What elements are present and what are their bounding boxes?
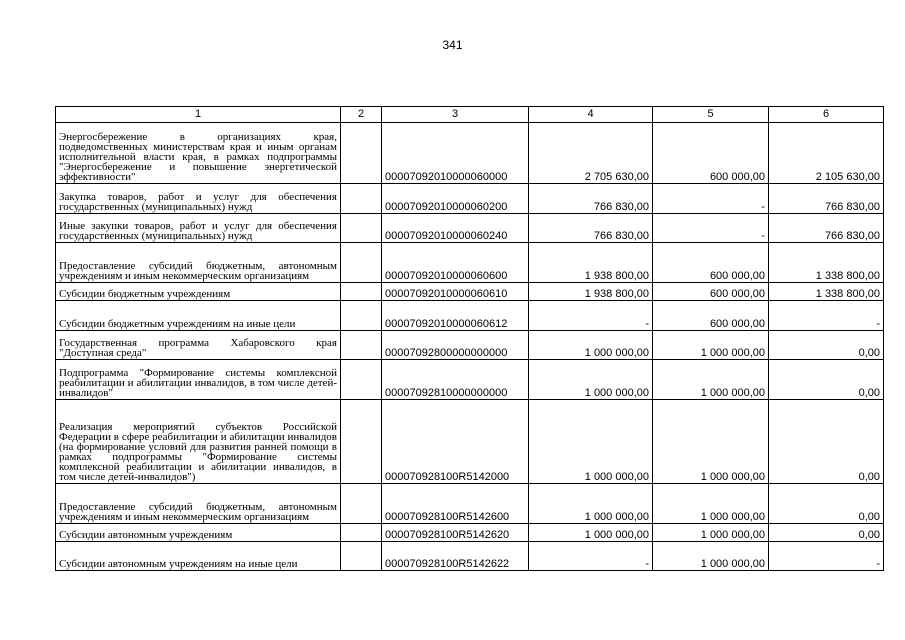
table-row <box>56 283 884 301</box>
row-name: Иные закупки товаров, работ и услуг для обеспечения государственных (муниципальных) нужд <box>56 214 341 243</box>
row-code: 00007092010000060000 <box>382 123 529 184</box>
table-row <box>56 243 884 283</box>
row-value-5: 1 000 000,00 <box>653 524 769 542</box>
row-name: Предоставление субсидий бюджетным, автономным учреждениям и иным некоммерческим организациям <box>56 243 341 283</box>
row-value-5: 600 000,00 <box>653 243 769 283</box>
row-col2 <box>341 184 382 214</box>
row-code: 000070928100R5142600 <box>382 484 529 524</box>
table-row <box>56 184 884 214</box>
row-value-5: 1 000 000,00 <box>653 542 769 571</box>
row-name: Субсидии бюджетным учреждениям <box>56 283 341 301</box>
row-code: 00007092010000060240 <box>382 214 529 243</box>
row-col2 <box>341 360 382 400</box>
row-value-4: 1 000 000,00 <box>529 331 653 360</box>
row-col2 <box>341 214 382 243</box>
row-name: Субсидии автономным учреждениям на иные цели <box>56 542 341 571</box>
row-name: Предоставление субсидий бюджетным, автономным учреждениям и иным некоммерческим организациям <box>56 484 341 524</box>
table-row <box>56 400 884 484</box>
table-row <box>56 331 884 360</box>
row-value-5: 1 000 000,00 <box>653 484 769 524</box>
row-col2 <box>341 123 382 184</box>
row-col2 <box>341 283 382 301</box>
column-header: 2 <box>341 107 382 123</box>
column-header: 3 <box>382 107 529 123</box>
row-name: Субсидии автономным учреждениям <box>56 524 341 542</box>
column-header: 5 <box>653 107 769 123</box>
row-col2 <box>341 542 382 571</box>
table-row <box>56 214 884 243</box>
row-value-4: 1 000 000,00 <box>529 400 653 484</box>
table-row <box>56 524 884 542</box>
row-value-6: - <box>769 542 884 571</box>
row-value-5: - <box>653 214 769 243</box>
row-code: 000070928100R5142000 <box>382 400 529 484</box>
row-value-6: 0,00 <box>769 484 884 524</box>
row-value-4: 766 830,00 <box>529 184 653 214</box>
row-col2 <box>341 400 382 484</box>
column-header: 6 <box>769 107 884 123</box>
row-value-4: 1 000 000,00 <box>529 484 653 524</box>
row-name: Подпрограмма "Формирование системы комплексной реабилитации и абилитации инвалидов, в том числе детей-инвалидов" <box>56 360 341 400</box>
column-header: 1 <box>56 107 341 123</box>
row-value-4: 2 705 630,00 <box>529 123 653 184</box>
row-value-6: 766 830,00 <box>769 214 884 243</box>
row-name: Энергосбережение в организациях края, подведомственных министерствам края и иным органам исполнительной власти края, в рамках подпрограммы "Энергосбережение и повышение энергетической эффективности" <box>56 123 341 184</box>
row-value-6: 0,00 <box>769 360 884 400</box>
row-value-5: 1 000 000,00 <box>653 360 769 400</box>
table-row <box>56 542 884 571</box>
row-value-4: - <box>529 301 653 331</box>
row-col2 <box>341 331 382 360</box>
row-value-4: 1 000 000,00 <box>529 524 653 542</box>
row-code: 00007092010000060600 <box>382 243 529 283</box>
row-col2 <box>341 524 382 542</box>
row-col2 <box>341 484 382 524</box>
row-value-4: 766 830,00 <box>529 214 653 243</box>
row-value-6: - <box>769 301 884 331</box>
row-name: Закупка товаров, работ и услуг для обеспечения государственных (муниципальных) нужд <box>56 184 341 214</box>
table-row <box>56 484 884 524</box>
row-value-6: 0,00 <box>769 331 884 360</box>
row-value-5: 600 000,00 <box>653 301 769 331</box>
row-name: Реализация мероприятий субъектов Российской Федерации в сфере реабилитации и абилитации инвалидов (на формирование условий для развития ранней помощи в рамках подпрограммы "Формирование системы комплексной реабилитации и абилитации инвалидов, в том числе детей-инвалидов") <box>56 400 341 484</box>
row-value-5: 600 000,00 <box>653 123 769 184</box>
row-code: 00007092010000060610 <box>382 283 529 301</box>
table-row <box>56 360 884 400</box>
column-header: 4 <box>529 107 653 123</box>
row-col2 <box>341 243 382 283</box>
row-value-6: 0,00 <box>769 400 884 484</box>
page-number: 341 <box>442 38 463 52</box>
row-value-4: 1 938 800,00 <box>529 243 653 283</box>
row-value-4: 1 938 800,00 <box>529 283 653 301</box>
row-value-5: - <box>653 184 769 214</box>
row-code: 00007092010000060612 <box>382 301 529 331</box>
budget-table <box>55 106 884 571</box>
header-row <box>56 107 884 123</box>
row-value-6: 0,00 <box>769 524 884 542</box>
row-value-6: 766 830,00 <box>769 184 884 214</box>
row-code: 000070928100R5142620 <box>382 524 529 542</box>
row-name: Субсидии бюджетным учреждениям на иные цели <box>56 301 341 331</box>
row-value-5: 600 000,00 <box>653 283 769 301</box>
row-value-5: 1 000 000,00 <box>653 400 769 484</box>
row-value-6: 1 338 800,00 <box>769 283 884 301</box>
row-name: Государственная программа Хабаровского края "Доступная среда" <box>56 331 341 360</box>
row-col2 <box>341 301 382 331</box>
row-code: 00007092800000000000 <box>382 331 529 360</box>
row-code: 00007092010000060200 <box>382 184 529 214</box>
row-value-4: - <box>529 542 653 571</box>
table-row <box>56 123 884 184</box>
row-value-6: 2 105 630,00 <box>769 123 884 184</box>
row-value-4: 1 000 000,00 <box>529 360 653 400</box>
row-value-6: 1 338 800,00 <box>769 243 884 283</box>
row-code: 00007092810000000000 <box>382 360 529 400</box>
table-row <box>56 301 884 331</box>
row-code: 000070928100R5142622 <box>382 542 529 571</box>
row-value-5: 1 000 000,00 <box>653 331 769 360</box>
